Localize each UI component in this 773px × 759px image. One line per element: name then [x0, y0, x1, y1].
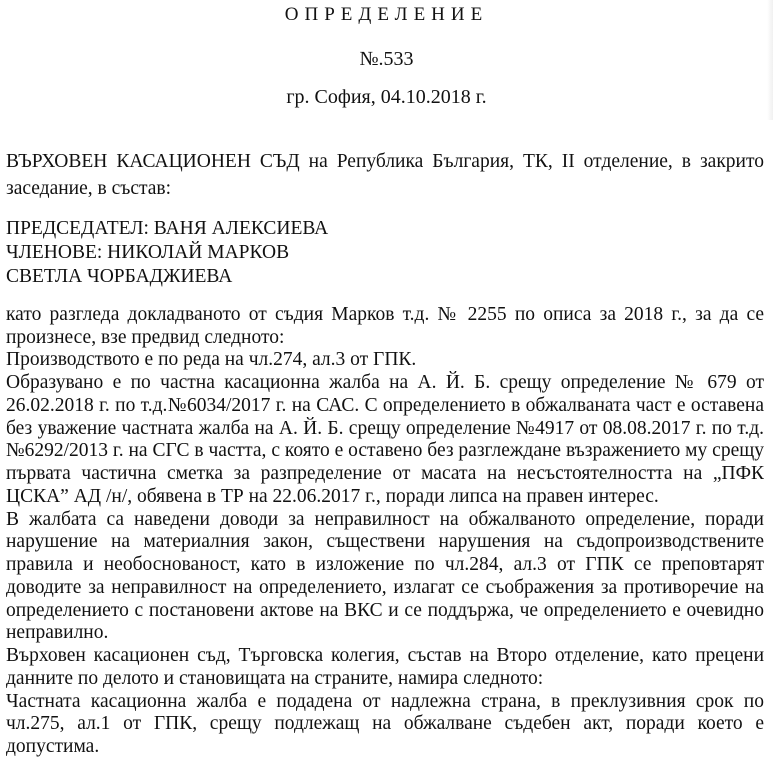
body-line: В жалбата са наведени доводи за неправилност на обжалваното определение, поради	[6, 508, 764, 530]
panel-member-2: СВЕТЛА ЧОРБАДЖИЕВА	[6, 266, 233, 287]
body-line: правила и необоснованост, като в изложение по чл.284, ал.3 от ГПК се преповтарят	[6, 554, 764, 576]
body-line: определението с постановени актове на ВКС и се поддържа, че определението е очевидно	[6, 599, 764, 621]
body-line: ЦСКА” АД /н/, обявена в ТР на 22.06.2017 г., поради липса на правен интерес.	[6, 485, 659, 507]
body-line: неправилно.	[6, 622, 109, 644]
document-title: ОПРЕДЕЛЕНИЕ	[284, 4, 489, 25]
body-line: Производството е по реда на чл.274, ал.3 от ГПК.	[6, 349, 417, 371]
body-line: произнесе, взе предвид следното:	[6, 326, 285, 348]
court-line-1: ВЪРХОВЕН КАСАЦИОНЕН СЪД на Република България, ТК, II отделение, в закрито	[6, 151, 764, 172]
body-line: Образувано е по частна касационна жалба на А. Й. Б. срещу определение № 679 от	[6, 372, 764, 394]
place-and-date: гр. София, 04.10.2018 г.	[286, 86, 487, 108]
body-line: нарушение на материалния закон, съществени нарушения на съдопроизводствените	[6, 531, 764, 553]
body-line: като разгледа докладваното от съдия Марков т.д. № 2255 по описа за 2018 г., за да се	[6, 304, 764, 325]
document-number: №.533	[359, 48, 414, 70]
panel-members: ЧЛЕНОВЕ: НИКОЛАЙ МАРКОВ	[6, 242, 290, 263]
body-line: без уважение частната жалба на А. Й. Б. срещу определение №4917 от 08.08.2017 г. по т.д.	[6, 417, 764, 439]
body-line: №6292/2013 г. на СГС в частта, с която е оставено без разглеждане възражението му срещу	[6, 440, 764, 462]
court-line-2: заседание, в състав:	[6, 178, 172, 199]
body-line: първата частична сметка за разпределение от масата на несъстоятелността на „ПФК	[6, 463, 764, 485]
body-line: данните по делото и становищата на страните, намира следното:	[6, 667, 544, 689]
body-line: доводите за неправилност на определението, излагат се съображения за противоречие на	[6, 576, 764, 598]
body-line: чл.275, ал.1 от ГПК, срещу подлежащ на обжалване съдебен акт, поради което е	[6, 713, 764, 735]
body-line: допустима.	[6, 736, 100, 757]
body-line: 26.02.2018 г. по т.д.№6034/2017 г. на САС. С определението в обжалваната част е оставена	[6, 394, 764, 416]
body-line: Върховен касационен съд, Търговска колегия, състав на Второ отделение, като прецени	[6, 645, 764, 667]
panel-chair: ПРЕДСЕДАТЕЛ: ВАНЯ АЛЕКСИЕВА	[6, 218, 329, 239]
body-line: Частната касационна жалба е подадена от надлежна страна, в преклузивния срок по	[6, 690, 764, 712]
